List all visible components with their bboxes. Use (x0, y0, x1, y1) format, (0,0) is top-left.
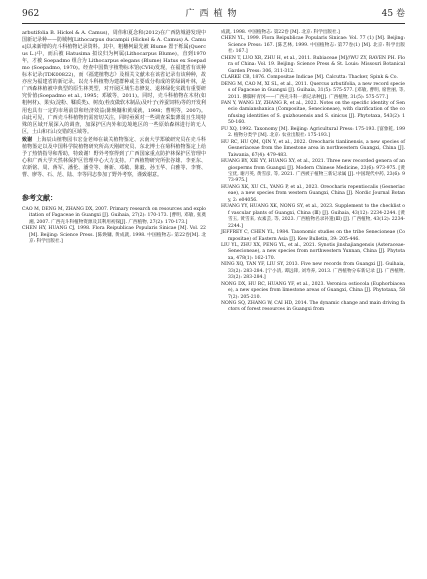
volume-label: 45 卷 (381, 9, 405, 19)
left-column (22, 30, 206, 246)
references-heading: 参考文献： (22, 193, 57, 202)
reference-item: CHEN T, LUO XR, ZHU H, et al., 2011. Rubiaceae [M]//WU ZY, RAVEN PH. Flora of China: Vol. 19. Beijing: Science Press & St. Louis: Missouri Botanical Garden Press: 306, 311-312. (221, 55, 405, 74)
reference-item: CLARKE CB, 1876. Compositae Indicae [M]. Calcutta: Thacker, Spink & Co. (221, 75, 398, 81)
page-header (22, 6, 405, 24)
reference-item: NONG DX, HU RC, HUANG YF, et al., 2023. Veronica ostiocola (Euphorbiaceae), a new species from limestone areas of Guangxi, China [J]. Phytotaxa, 587(2): 205-210. (221, 281, 405, 300)
reference-item: NING XQ, TAN YF, LIU SY, 2013. Five new records from Guangxi [J]. Guihaia, 33(2): 283-284. [宁小清, 谭远锋, 刘寿养, 2013. 广西植物分布新记录 [J]. 广西植物, 33(2): 283-284.] (221, 262, 405, 281)
header-rule (22, 23, 405, 24)
reference-item: LIU YL, ZHU XX, PENG YL, et al., 2021. Synotis jinshajiangensis (Asteraceae-Senecioneae), a new species from northwestern Yunnan, China [J]. Phytotaxa, 478(1): 162-170. (221, 242, 405, 261)
reference-item: HUANG XK, XU CL, YANG P, et al., 2023. Oreocharis repentiocalis (Gesneriaceae), a new species from western Guangxi, China [J]. Nordic Journal Botany, 2: e04056. (221, 184, 405, 203)
reference-item: FU XQ, 1992. Taxonomy [M]. Beijing: Agricultural Press: 175-193. [富象乾, 1992. 植物分类学 [M]. 北京: 农业出版社: 175-193.] (221, 126, 405, 139)
reference-item: CHEN YL, 1999. Flora Reipublicae Popularis Sinicae: Vol. 77 (1) [M]. Beijing: Science Press: 167. [陈艺林, 1999. 中国植物志: 第77卷(1) [M]. 北京: 科学出版社: 167.] (221, 36, 405, 55)
reference-item: FAN Y, WANG LY, ZHANG R, et al., 2022. Notes on the specific identity of Senecio damianshanica (Compositae, Senecioneae), with clarification of the confusing identities of S. guizhouensis and S. sinicus [J]. Phytotaxa, 543(2): 150-160. (221, 100, 405, 126)
page-number: 962 (22, 9, 40, 19)
journal-title: 广西植物 (185, 9, 242, 19)
acknowledgement-text: 上海辰山植物园韦宏金老师在裁关植物鉴定、云南大学郑敏研究员在壳斗科植物鉴定以及中国科学院植物研究所高天刚研究员、东北博士在菊科植物鉴定上给予了热情指导和帮助，特致谢！野外考察得到了广西国家重点防护林保护区管理中心和广西大学天然林保护区管理中心大力支持。广西植物研究所张谷雄、李亚东、农新铭、周、蒋军、潘伦、潘莹等、蒋新、邓敏、陈毅、孙玉华、白雅等、李赛、曹、廖等、石、范、陆、李等同志参加了野外考察，谨致谢意。 (22, 136, 206, 178)
body-paragraph: arbutifolia B. Hickel & A. Camus)，周伟和夏念和(2012)在广西防城港发现中国新记录种——防城柯[Lithocarpus ducampii (Hickel & A. Camus) A. Camus]以来新增的壳斗科植物记录资料。其中，粗穗柯最先被 Blume 置于栎属(Quercus L.)中，而后被 Hatusima 拟议归为柯属(Lithocarpus Blume)，直到1970年，才被 Soepadmo 组合为 Lithocarpus elegans (Blume) Hatus ex Soepadmo (Soepadmo, 1970)。经查中国数字植物标本馆(CVH)发现，在福建省有该种标本记录(TDK00822)，而《福建植物志》及相关文献未在该省记录有该种种，故亦应为福建省的新记录。以壳斗科植物为建群种或主要成分构成的常绿阔叶林，是广西森林植被中典型的原生林类型，对开展区域生态修复、退林绿化实践有重要研究价值(Soepadmo et al., 1995；邓敏等，2011)。同时，壳斗科植物在木材(如粗柯材)、果实(淀粉、鞣质类)、树皮(栓皮做软木制品)及叶子(养蚕饲料)等的开发利用也具有一定的市场前景和经济效益(陈焕镛和黄成就，1998；曹明等，2007)。由此可见，广西壳斗科植物仍需密切关注，同时亟须对一些调查采集薄弱且生境特殊的区域开展深入的调查，加深护区内外和边境地区的一些原始森林进行的无人区，土山和石山交错的区域等。 (22, 30, 206, 135)
reference-item: 成就, 1998. 中国植物志: 第22卷 [M]. 北京: 科学出版社.] (221, 30, 340, 35)
reference-item: HU RC, HU QM, QIN Y, et al., 2022. Oreocharis tianlinensis, a new species of Gesneriaceae from the limestone area in northwestern Guangxi, China [J]. Taiwania, 67(4): 479-483. (221, 139, 405, 158)
reference-item: HUANG YY, HUANG XK, NONG SY, et al., 2023. Supplement to the checklist of vascular plants of Guangxi, China (Ⅲ) [J]. Guihaia, 43(12): 2234-2244. [黄雪玉, 黄雪来, 农素芸, 等, 2023. 广西植物名录补遗(Ⅲ) [J]. 广西植物, 43(12): 2234-2244.] (221, 204, 405, 229)
reference-item: JEFFREY C, CHEN YL, 1984. Taxonomic studies on the tribe Senecioneae (Compositae) of Eastern Asia [J]. Kew Bulletin, 39: 205-446. (221, 230, 405, 242)
reference-item: CHEN HY, HUANG CJ, 1998. Flora Reipublicae Popularis Sinicae [M]. Vol. 22 [M]. Beijing: Science Press. [陈焕镛, 黄成就, 1998. 中国植物志: 第22卷[M]. 北京: 科学出版社.] (22, 226, 206, 245)
acknowledgement (22, 137, 206, 179)
reference-item: DENG M, CAO M, XI SL, et al., 2011. Quercus arbutifolia, a new record species of Fagaceae in Guangxi [J]. Guihaia, 31(5): 575-577. [邓敏, 曹明, 席世丽, 等, 2011. 佛脚杆青冈——广西壳斗科一新记录种[J]. 广西植物, 31(5): 575-577.] (221, 81, 405, 100)
reference-item: HUANG BY, XIE YY, HUANG XY, et al., 2021. Three new recorded genera of angiosperms from Guangxi [J]. Modern Chinese Medicine, 23(6): 973-975. [黄宝优, 谢月英, 黄雪彦, 等, 2021. 广西被子植物三新记录属 [J]. 中国现代中药, 23(6): 973-975.] (221, 159, 405, 184)
acknowledgement-title: 致谢 (22, 136, 33, 143)
reference-item: CAO M, DENG M, ZHANG DX, 2007. Primary research on resources and exploitation of Fagaceae in Guangxi [J]. Guihaia, 27(2): 170-173. [曹明, 邓敏, 张奠湘, 2007. 广西壳斗科植物资源及其利用初探[J]. 广西植物, 27(2): 170-173.] (22, 206, 206, 225)
right-column (221, 30, 405, 314)
reference-item: NONG SQ, ZHANG W, CAI HD, 2014. The dynamic change and main driving factors of forest resources in Guangxi from (221, 301, 405, 313)
